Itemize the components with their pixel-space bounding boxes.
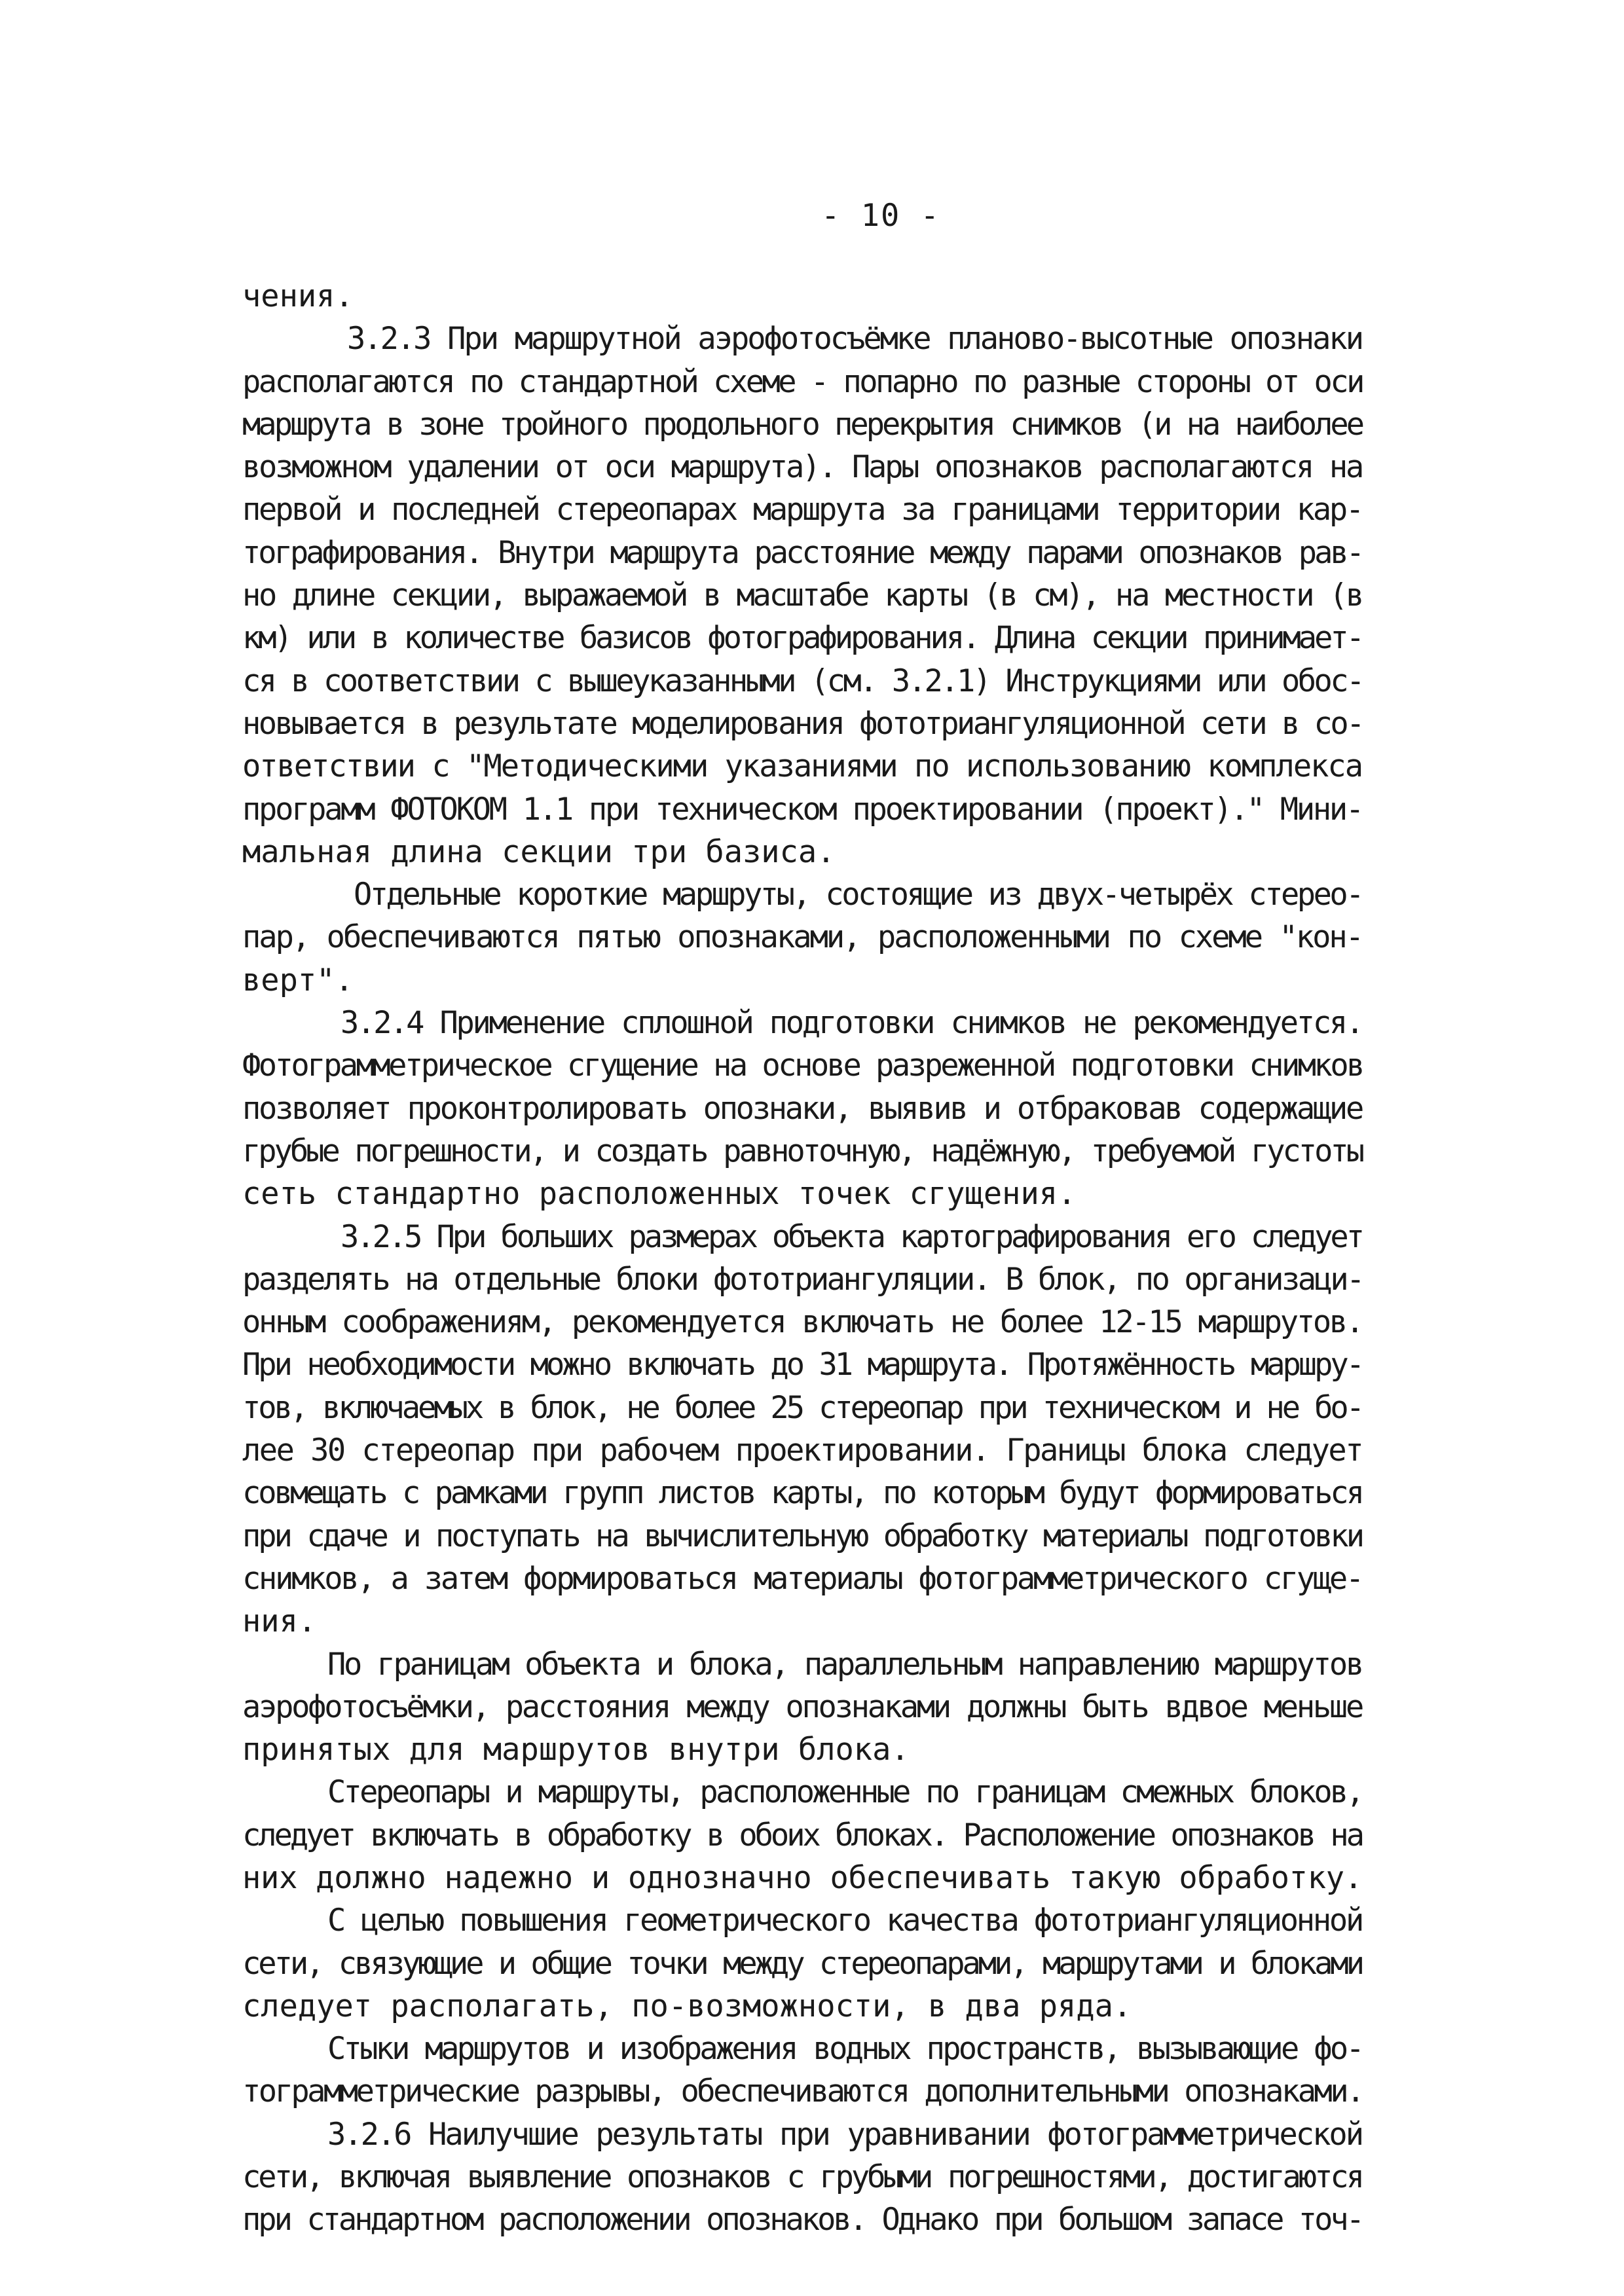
text-line: сети, связующие и общие точки между стереопарами, маршрутами и блоками (242, 1945, 1362, 1982)
text-line: ся в соответствии с вышеуказанными (см. 3.2.1) Инструкциями или обос- (242, 663, 1363, 699)
text-line: Фотограмметрическое сгущение на основе разреженной подготовки снимков (242, 1048, 1363, 1084)
text-line: Стыки маршрутов и изображения водных пространств, вызывающие фо- (327, 2031, 1362, 2068)
text-line: При необходимости можно включать до 31 маршрута. Протяжённость маршру- (242, 1347, 1362, 1383)
text-line: пар, обеспечиваются пятью опознаками, расположенными по схеме "кон- (242, 919, 1362, 956)
text-line: принятых для маршрутов внутри блока. (242, 1732, 910, 1768)
text-line: новывается в результате моделирования фототриангуляционной сети в со- (242, 705, 1363, 742)
text-line: Отдельные короткие маршруты, состоящие из двух-четырёх стерео- (354, 877, 1362, 913)
text-line: 3.2.6 Наилучшие результаты при уравнивании фотограмметрической (327, 2116, 1362, 2153)
text-line: 3.2.5 При больших размерах объекта картографирования его следует (341, 1218, 1362, 1255)
text-line: них должно надежно и однозначно обеспечивать такую обработку. (242, 1859, 1363, 1896)
text-line: следует включать в обработку в обоих блоках. Расположение опознаков на (242, 1817, 1362, 1853)
text-line: аэрофотосъёмки, расстояния между опознаками должны быть вдвое меньше (242, 1688, 1362, 1725)
text-line: лее 30 стереопар при рабочем проектировании. Границы блока следует (242, 1432, 1362, 1469)
text-line: тограмметрические разрывы, обеспечиваются дополнительными опознаками. (242, 2073, 1363, 2110)
text-line: располагаются по стандартной схеме - попарно по разные стороны от оси (242, 363, 1363, 400)
text-line: тов, включаемых в блок, не более 25 стереопар при техническом и не бо- (242, 1389, 1362, 1426)
text-line: ния. (242, 1603, 317, 1640)
text-line: км) или в количестве базисов фотографирования. Длина секции принимает- (242, 620, 1362, 657)
text-line: программ ФОТОКОМ 1.1 при техническом проектировании (проект)." Мини- (242, 791, 1362, 828)
text-line: разделять на отдельные блоки фототриангуляции. В блок, по организаци- (242, 1261, 1363, 1298)
text-line: мальная длина секции три базиса. (242, 833, 836, 870)
text-line: 3.2.4 Применение сплошной подготовки снимков не рекомендуется. (341, 1005, 1362, 1042)
text-line: грубые погрешности, и создать равноточную, надёжную, требуемой густоты (242, 1133, 1362, 1169)
text-line: но длине секции, выражаемой в масштабе карты (в см), на местности (в (242, 577, 1362, 614)
text-line: чения. (242, 278, 354, 314)
text-line: онным соображениям, рекомендуется включать не более 12-15 маршрутов. (242, 1304, 1362, 1341)
text-line: при сдаче и поступать на вычислительную обработку материалы подготовки (242, 1518, 1362, 1554)
text-line: верт". (242, 962, 354, 998)
text-line: По границам объекта и блока, параллельным направлению маршрутов (327, 1646, 1362, 1683)
text-line: позволяет проконтролировать опознаки, выявив и отбраковав содержащие (242, 1090, 1362, 1127)
text-line: первой и последней стереопарах маршрута за границами территории кар- (242, 492, 1362, 528)
text-line: возможном удалении от оси маршрута). Пары опознаков располагаются на (242, 449, 1362, 486)
text-line: 3.2.3 При маршрутной аэрофотосъёмке планово-высотные опознаки (347, 321, 1362, 357)
text-line: при стандартном расположении опознаков. Однако при большом запасе точ- (242, 2202, 1362, 2238)
text-line: снимков, а затем формироваться материалы фотограмметрического сгуще- (242, 1560, 1362, 1597)
text-line: сети, включая выявление опознаков с грубыми погрешностями, достигаются (242, 2159, 1362, 2196)
page-number: - 10 - (821, 198, 940, 234)
text-line: ответствии с "Методическими указаниями по использованию комплекса (242, 748, 1362, 785)
text-line: тографирования. Внутри маршрута расстояние между парами опознаков рав- (242, 534, 1362, 571)
text-line: совмещать с рамками групп листов карты, по которым будут формироваться (242, 1475, 1362, 1512)
text-line: С целью повышения геометрического качества фототриангуляционной (327, 1903, 1362, 1939)
text-line: маршрута в зоне тройного продольного перекрытия снимков (и на наиболее (242, 406, 1362, 443)
body-text (242, 275, 1604, 2242)
text-line: Стереопары и маршруты, расположенные по границам смежных блоков, (327, 1774, 1362, 1811)
text-line: следует располагать, по-возможности, в два ряда. (242, 1988, 1132, 2024)
text-line: сеть стандартно расположенных точек сгущения. (242, 1176, 1077, 1212)
